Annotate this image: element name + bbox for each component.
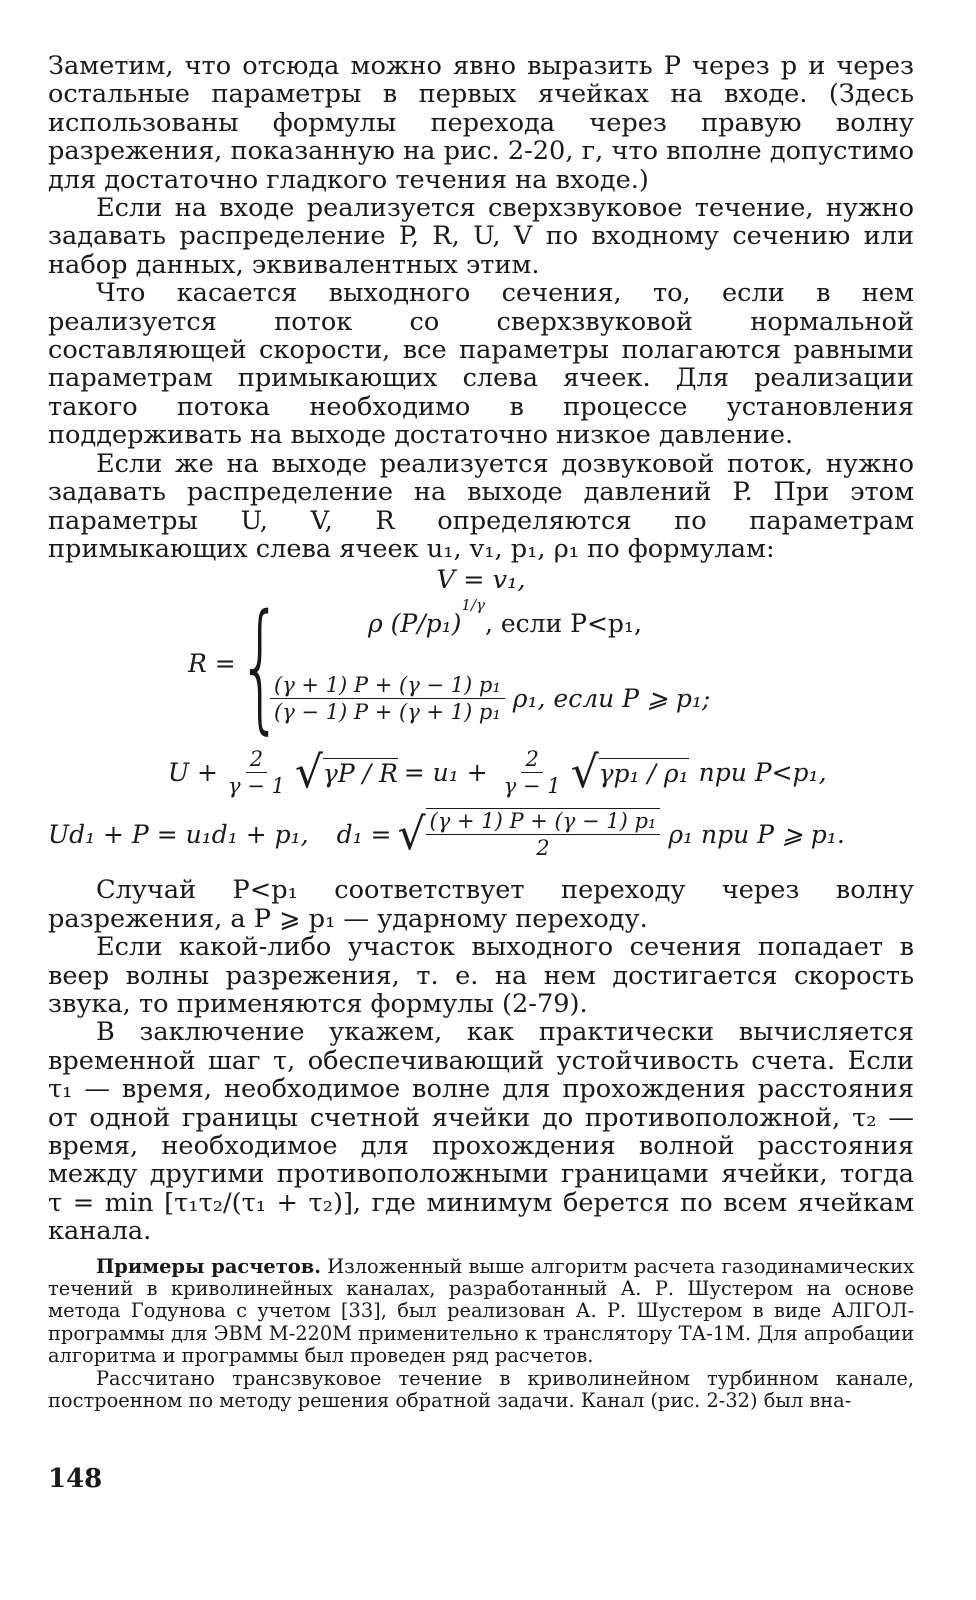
equation-u-frac2-num: 2	[521, 747, 542, 773]
equation-u-condition: при P<p₁,	[698, 758, 827, 788]
equation-u-mid: = u₁ +	[403, 758, 488, 788]
paragraph-3: Что касается выходного сечения, то, если в нем реализуется поток со сверхзвуковой нормальной составляющей скорости, все параметры полагаются равными параметрам примыкающих слева ячеек. Для реализации такого потока необходимо в процессе установления поддерживать на выходе достаточно низкое давление.	[48, 278, 914, 451]
equation-r-case-1-condition: , если P<p₁,	[484, 609, 642, 639]
equation-r-case-2	[270, 673, 710, 724]
equation-r-case-1-expr: ρ (P/p₁)	[368, 609, 462, 639]
equation-u-frac2-den: γ − 1	[503, 774, 561, 799]
equation-d-numerator: (γ + 1) P + (γ − 1) p₁	[426, 809, 661, 835]
paragraph-6: Если какой-либо участок выходного сечения попадает в веер волны разрежения, т. е. на нем достигается скорость звука, то применяются формулы (2-79).	[48, 932, 914, 1019]
page-content	[48, 52, 914, 1412]
equation-u	[168, 747, 914, 798]
equation-r-case-2-condition: ρ₁, если P ⩾ p₁;	[512, 684, 711, 714]
equation-u-frac1-num: 2	[246, 747, 267, 773]
equation-u-sqrt-1: γP / R	[322, 758, 398, 788]
paragraph-1: Заметим, что отсюда можно явно выразить P через p и через остальные параметры в первых ячейках на входе. (Здесь использованы формулы перехода через правую волну разрежения, показанную на рис. 2-20, г, что вполне допустимо для достаточно гладкого течения на входе.)	[48, 51, 914, 195]
equation-d-lhs: Ud₁ + P = u₁d₁ + p₁,	[48, 819, 309, 849]
equation-d-radicand	[426, 808, 661, 860]
paragraph-5: Случай P<p₁ соответствует переходу через волну разрежения, а P ⩾ p₁ — ударному переходу.	[48, 875, 914, 934]
sqrt-symbol-3: √ $\frac{\text{(γ + 1) P + (γ − 1) p₁}}{2}$	[397, 808, 660, 860]
equation-d	[48, 808, 914, 860]
equation-r-numerator: (γ + 1) P + (γ − 1) p₁	[270, 673, 505, 699]
equation-r-case-1-exponent: 1/γ	[461, 596, 485, 615]
section-heading: Примеры расчетов.	[96, 1254, 321, 1278]
brace-symbol: {	[238, 585, 283, 749]
equation-d-fraction	[426, 809, 661, 860]
equation-v: V = v₁,	[436, 565, 526, 596]
equation-d-denominator: 2	[536, 836, 550, 861]
sqrt-symbol-2: √ γp₁ / ρ₁	[570, 747, 689, 799]
paragraph-8	[48, 1256, 914, 1368]
equation-u-fraction-1	[224, 747, 289, 798]
equation-u-frac1-den: γ − 1	[227, 774, 285, 799]
paragraph-7: В заключение укажем, как практически вычисляется временной шаг τ, обеспечивающий устойчивость счета. Если τ₁ — время, необходимое волне для прохождения расстояния от одной границы счетной ячейки до противоположной, τ₂ — время, необходимое для прохождения волной расстояния между другими противоположными границами ячейки, тогда τ = min [τ₁τ₂/(τ₁ + τ₂)], где минимум берется по всем ячейкам канала.	[48, 1017, 914, 1247]
equation-u-fraction-2	[500, 747, 565, 798]
sqrt-symbol-1: √ γP / R	[294, 747, 398, 799]
equation-r-fraction	[270, 673, 505, 724]
paragraph-2: Если на входе реализуется сверхзвуковое течение, нужно задавать распределение P, R, U, V по входному сечению или набор данных, эквивалентных этим.	[48, 193, 914, 280]
paragraph-9: Рассчитано трансзвуковое течение в криволинейном турбинном канале, построенном по методу решения обратной задачи. Канал (рис. 2-32) был вна-	[48, 1366, 914, 1413]
equation-r-denominator: (γ − 1) P + (γ + 1) p₁	[274, 700, 501, 725]
equation-d-condition: ρ₁ при P ⩾ p₁.	[668, 819, 845, 849]
equation-r	[188, 585, 914, 749]
equation-d-def: d₁ =	[336, 819, 392, 849]
paragraph-4: Если же на выходе реализуется дозвуковой поток, нужно задавать распределение на выходе давлений P. При этом параметры U, V, R определяются по параметрам примыкающих слева ячеек u₁, v₁, p₁, ρ₁ по формулам:	[48, 448, 914, 564]
equation-u-lhs: U +	[168, 758, 218, 788]
equation-u-sqrt-2: γp₁ / ρ₁	[598, 758, 689, 788]
paragraph-8-text: Изложенный выше алгоритм расчета газодинамических течений в криволинейных каналах, разработанный А. Р. Шустером на основе метода Годунова с учетом [33], был реализован А. Р. Шустером в виде АЛГОЛ-программы для ЭВМ М-220М применительно к транслятору ТА-1М. Для апробации алгоритма и программы был проведен ряд расчетов.	[48, 1254, 915, 1368]
page-number: 148	[48, 1464, 103, 1494]
equation-r-lhs: R =	[188, 649, 236, 679]
